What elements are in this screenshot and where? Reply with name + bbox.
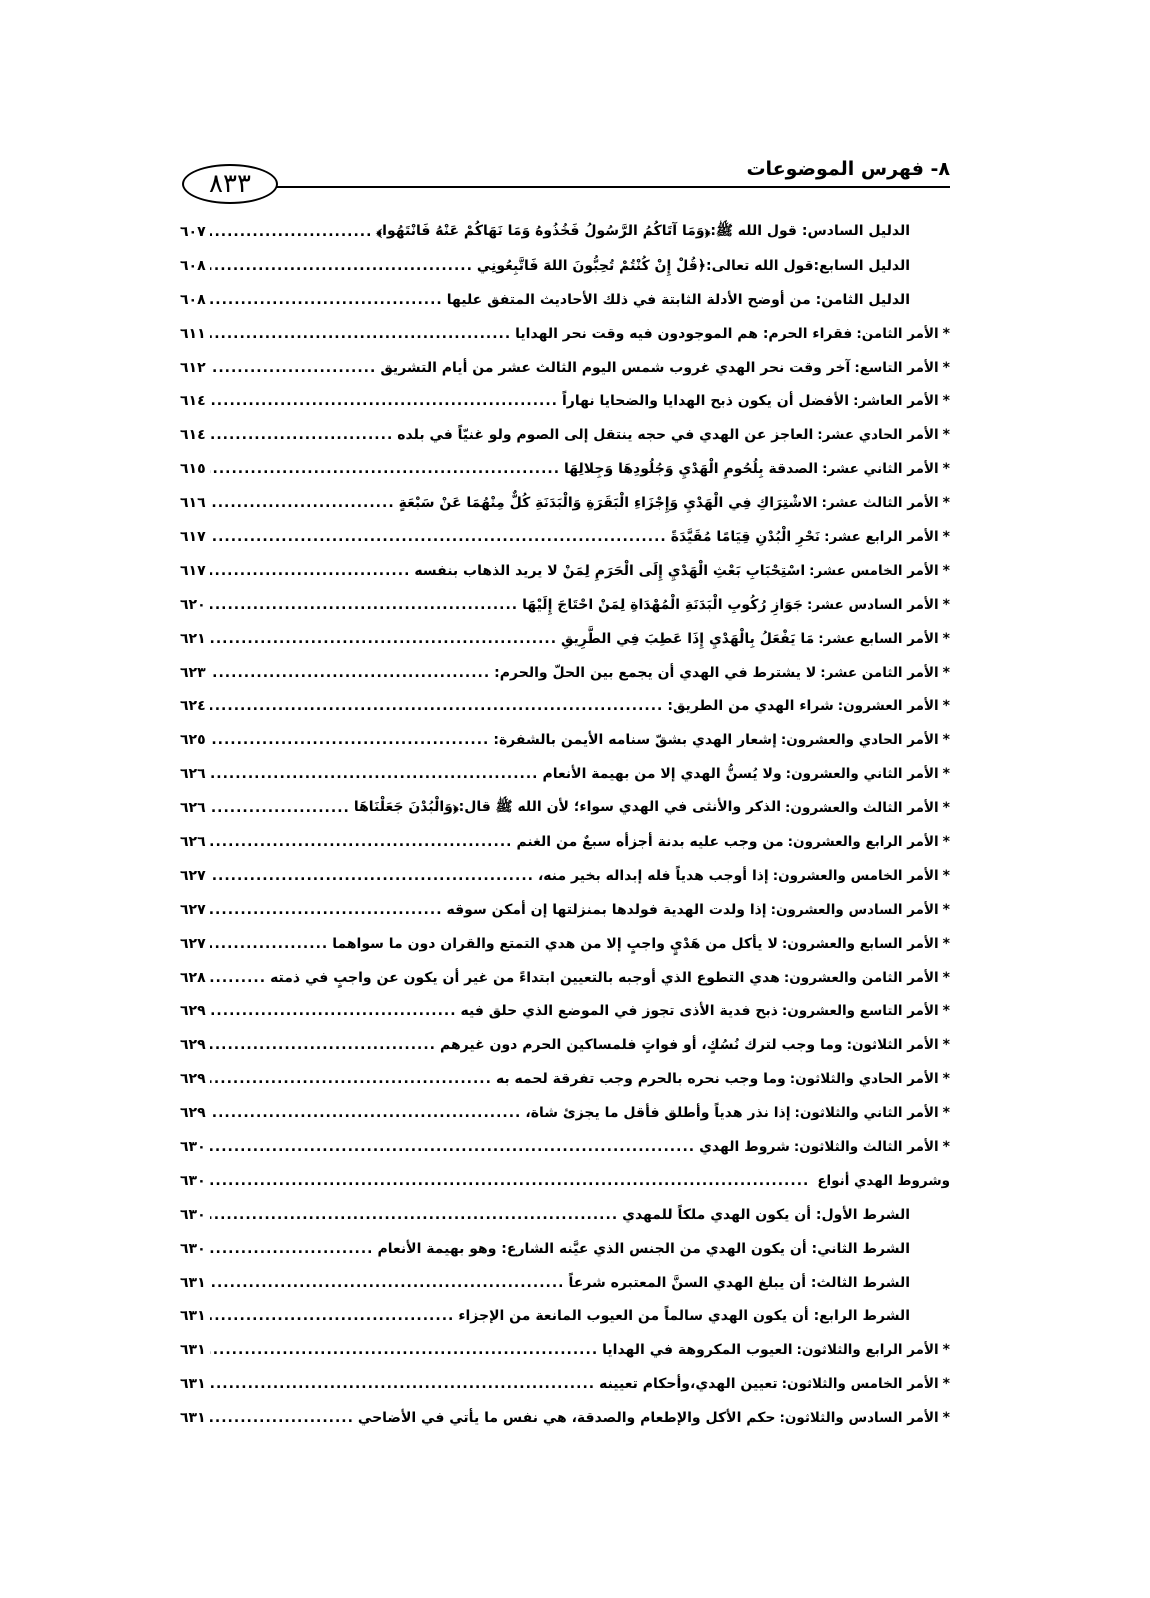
toc-entry-label: * الأمر الثامن والعشرون: [783,969,939,986]
toc-entry-page: ٦١٧ [180,562,206,579]
page-header [182,158,950,206]
toc-entry-text: الشرط الثالث: أن يبلغ الهدي السنَّ المعتبره شرعاً [568,1274,910,1291]
toc-entry [180,622,950,656]
toc-entry-text: الشرط الأول: أن يكون الهدي ملكاً للمهدي [622,1206,910,1223]
toc-entry-text: إذا ولدت الهدية فولدها بمنزلتها إن أمكن سوقه [446,901,767,918]
dot-leader [210,868,534,884]
toc-entry [180,689,950,723]
toc-entry-label: * الأمر الثلاثون: [846,1037,939,1054]
toc-entry-text: هدي التطوع الذي أوجبه بالتعيين ابتداءً من غير أن يكون عن واجبٍ في ذمته [270,969,780,986]
toc-entry-page: ٦٢٦ [180,800,206,817]
dot-leader [210,800,350,816]
toc-entry-page: ٦٢١ [180,630,206,647]
toc-entry-text: وما وجب لترك نُسُكٍ، أو فواتٍ فلمساكين الحرم دون غيرهم [439,1037,843,1054]
toc-entry-text: إشعار الهدي بشقّ سنامه الأيمن بالشفرة: [493,732,777,749]
dot-leader [210,461,560,477]
toc-entry-label: * الأمر الثالث والعشرون: [785,800,939,817]
toc-entry-text: ذبح فدية الأذى تجوز في الموضع الذي حلق فيه [460,1003,778,1020]
toc-entry [180,1266,950,1300]
toc-entry-page: ٦٢٧ [180,867,206,884]
toc-entry [180,452,950,486]
toc-entry-label: * الأمر الثامن: [856,325,939,342]
dot-leader [210,902,443,918]
toc-entry-page: ٦٣١ [180,1342,206,1359]
dot-leader [210,597,518,613]
toc-entry-page: ٦٢٣ [180,664,206,681]
toc-entry-label: * الأمر السادس عشر: [807,596,939,613]
toc-entry-label: * الأمر الخامس عشر: [809,562,939,579]
toc-entry-text: الشرط الثاني: أن يكون الهدي من الجنس الذي عيَّنه الشارع: وهو بهيمة الأنعام [377,1240,910,1257]
dot-leader [210,1308,455,1324]
toc-entry [180,1401,950,1435]
dot-leader [210,698,664,714]
toc-entry-label: * الأمر السادس والعشرون: [770,901,939,918]
toc-entry-label: * الأمر الثاني عشر: [822,461,939,478]
dot-leader [210,427,394,443]
toc-entry-label: * الأمر الحادي والعشرون: [780,732,939,749]
header-rule [250,186,950,188]
dot-leader [210,258,473,274]
dot-leader [210,936,329,952]
toc-entry-text: الشرط الرابع: أن يكون الهدي سالماً من العيوب المانعة من الإجزاء [458,1308,910,1325]
toc-entry-label: * الأمر الثامن عشر: [820,664,939,681]
toc-entry [180,215,950,249]
toc-entry-label: * الأمر الرابع والثلاثون: [796,1342,939,1359]
toc-entry-text: لا يشترط في الهدي أن يجمع بين الحلّ والحرم: [494,664,817,681]
toc-entry-text: فقراء الحرم: هم الموجودون فيه وقت نحر الهدايا [515,325,853,342]
toc-entry-page: ٦٢٨ [180,969,206,986]
dot-leader [210,665,491,681]
toc-entry-text: شراء الهدي من الطريق: [667,698,834,715]
toc-entry-label: * الأمر السابع عشر: [818,630,939,647]
toc-entry [180,418,950,452]
toc-entry-text: الدليل الثامن: من أوضح الأدلة الثابتة في ذلك الأحاديث المتفق عليها [446,291,910,308]
toc-entry-text: العيوب المكروهة في الهدايا [602,1342,793,1359]
toc-entry-text: الدليل السادس: قول الله ﷺ:﴿وَمَا آتَاكُمُ الرَّسُولُ فَخُذُوهُ وَمَا نَهَاكُمْ عَنْهُ فَانْتَهُوا﴾ [376,222,910,239]
toc-entry-page: ٦١٧ [180,528,206,545]
toc-entry-text: الأفضل أن يكون ذبح الهدايا والضحايا نهاراً [562,393,850,410]
toc-entry [180,1164,950,1198]
toc-entry-text: حكم الأكل والإطعام والصدقة، هي نفس ما يأتي في الأضاحي [357,1410,776,1427]
toc-entry-label: * الأمر السابع والعشرون: [781,935,939,952]
toc-entry [180,283,950,317]
toc-entry-text: الدليل السابع:قول الله تعالى:﴿قُلْ إِنْ كُنْتُمْ تُحِبُّونَ اللهَ فَاتَّبِعُونِي [476,257,910,274]
toc-entry-page: ٦٢٧ [180,935,206,952]
toc-entry [180,1367,950,1401]
toc-entry-page: ٦٢٠ [180,596,206,613]
dot-leader [210,292,443,308]
toc-entry-label: وشروط الهدي أنواع [817,1172,950,1189]
dot-leader [210,1105,522,1121]
dot-leader [210,1410,354,1426]
toc-entry-label: * الأمر الحادي والثلاثون: [789,1071,939,1088]
toc-entry-page: ٦٢٩ [180,1037,206,1054]
toc-entry [180,1198,950,1232]
toc-entry [180,486,950,520]
toc-entry-text: نَحْرِ الْبُدْنِ قِيَامًا مُقَيَّدَةً [670,528,821,545]
toc-entry-page: ٦٣٠ [180,1172,206,1189]
toc-entry-page: ٦٢٩ [180,1003,206,1020]
toc-entry [180,317,950,351]
toc-entry [180,656,950,690]
toc-entry-text: العاجز عن الهدي في حجه ينتقل إلى الصوم ولو غنيّاً في بلده [397,427,814,444]
toc-entry [180,757,950,791]
dot-leader [210,1376,595,1392]
toc-entry [180,1062,950,1096]
toc-entry-label: * الأمر التاسع والعشرون: [781,1003,939,1020]
toc-entry-page: ٦٠٧ [180,223,206,240]
toc-entry-text: الصدقة بِلُحُومِ الْهَدْيِ وَجُلُودِهَا وَجِلالِهَا [564,461,819,478]
section-title: ٨- فهرس الموضوعات [746,158,950,180]
toc-entry-text: من وجب عليه بدنة أجزأه سبعٌ من الغنم [516,833,784,850]
toc-entry [180,1028,950,1062]
dot-leader [210,360,377,376]
toc-entry-label: * الأمر الثاني والعشرون: [785,766,939,783]
toc-entry [180,384,950,418]
page-number-badge [182,164,278,204]
toc-entry [180,927,950,961]
dot-leader [210,1071,492,1087]
dot-leader [210,1139,695,1155]
dot-leader [210,732,490,748]
toc-entry [180,588,950,622]
toc-entry-page: ٦١١ [180,325,206,342]
toc-entry-text: آخر وقت نحر الهدي غروب شمس اليوم الثالث عشر من أيام التشريق [380,359,851,376]
dot-leader [210,1275,565,1291]
toc-entry-label: * الأمر الثالث والثلاثون: [793,1138,939,1155]
dot-leader [210,1207,619,1223]
toc-entry-label: * الأمر الثالث عشر: [821,495,939,512]
dot-leader [210,1037,436,1053]
toc-entry-page: ٦١٢ [180,359,206,376]
dot-leader [210,224,373,240]
toc-entry-page: ٦٣١ [180,1308,206,1325]
toc-entry-page: ٦٣٠ [180,1206,206,1223]
toc-entry [180,825,950,859]
dot-leader [210,631,557,647]
toc-entry-text: تعيين الهدي،وأحكام تعيينه [599,1376,778,1393]
toc-entry-text: جَوَازِ رُكُوبِ الْبَدَنَةِ الْمُهْدَاةِ لِمَنْ احْتَاجَ إِلَيْهَا [522,596,804,613]
toc-entry-text: لا يأكل من هَدْيٍ واجبٍ إلا من هدي التمتع والقران دون ما سواهما [332,935,778,952]
toc-entry-page: ٦٢٩ [180,1071,206,1088]
toc-entry [180,961,950,995]
toc-entry-page: ٦٣١ [180,1410,206,1427]
toc-entry-page: ٦١٦ [180,495,206,512]
toc-entry [180,1300,950,1334]
toc-entry [180,859,950,893]
toc-entry-label: * الأمر التاسع: [854,359,939,376]
toc-entry-label: * الأمر الخامس والثلاثون: [781,1376,939,1393]
dot-leader [210,766,539,782]
toc-entry-text: إذا أوجب هدياً فله إبداله بخير منه، [537,867,769,884]
toc-entry-page: ٦٢٦ [180,766,206,783]
toc-entry [180,351,950,385]
toc-entry-label: * الأمر الرابع عشر: [824,528,939,545]
dot-leader [210,834,513,850]
toc-entry [180,791,950,825]
toc-entry [180,893,950,927]
toc-entry-label: * الأمر العشرون: [837,698,939,715]
toc-entry-text: الاشْتِرَاكِ فِي الْهَدْيِ وَإِجْزَاءِ الْبَقَرَةِ وَالْبَدَنَةِ كُلٌّ مِنْهُمَا عَنْ سَبْعَةٍ [398,495,818,512]
toc-entry-text: الذكر والأنثى في الهدي سواء؛ لأن الله ﷺ قال:﴿وَالْبُدْنَ جَعَلْنَاهَا [353,799,782,816]
toc-entry [180,1232,950,1266]
dot-leader [210,563,411,579]
toc-entry-label: * الأمر العاشر: [853,393,939,410]
toc-entry-text: وما وجب نحره بالحرم وجب تفرقة لحمه به [495,1071,786,1088]
toc-entry-page: ٦٣٠ [180,1138,206,1155]
toc-entry-text: شروط الهدي [699,1138,790,1155]
toc-entry [180,249,950,283]
dot-leader [210,1342,599,1358]
toc-entry-text: مَا يَفْعَلُ بِالْهَدْيِ إِذَا عَطِبَ فِي الطَّرِيقِ [561,630,815,647]
toc-entry-page: ٦٢٩ [180,1105,206,1122]
toc-entry-label: * الأمر الحادي عشر: [817,427,939,444]
toc-entry [180,723,950,757]
toc-entry-page: ٦٣٠ [180,1240,206,1257]
toc-entry-page: ٦١٤ [180,393,206,410]
toc-entry-page: ٦١٤ [180,427,206,444]
page-number: ٨٣٣ [209,169,251,199]
toc-entry-label: * الأمر الخامس والعشرون: [772,867,939,884]
dot-leader [210,326,512,342]
toc-entry-page: ٦٢٧ [180,901,206,918]
toc-entry-label: * الأمر السادس والثلاثون: [779,1410,939,1427]
dot-leader [210,495,395,511]
toc-entry-page: ٦٣١ [180,1274,206,1291]
dot-leader [210,970,266,986]
toc-entry [180,1130,950,1164]
toc-entry-page: ٦٢٤ [180,698,206,715]
toc-entry [180,1333,950,1367]
toc-entry-label: * الأمر الرابع والعشرون: [787,833,939,850]
toc-entry-page: ٦٣١ [180,1376,206,1393]
toc-entry-text: ولا يُسنُّ الهدي إلا من بهيمة الأنعام [542,766,782,783]
toc-entry [180,554,950,588]
toc-entry [180,520,950,554]
toc-entry-page: ٦٠٨ [180,291,206,308]
table-of-contents [180,215,950,1435]
dot-leader [210,1003,457,1019]
toc-entry-page: ٦٢٥ [180,732,206,749]
toc-entry-page: ٦٢٦ [180,833,206,850]
toc-entry-text: إذا نذر هدياً وأطلق فأقل ما يجزئ شاة، [525,1105,791,1122]
toc-entry-page: ٦٠٨ [180,257,206,274]
dot-leader [210,1241,374,1257]
toc-entry-text: اسْتِحْبَابِ بَعْثِ الْهَدْيِ إِلَى الْحَرَمِ لِمَنْ لا يريد الذهاب بنفسه [414,562,806,579]
dot-leader [210,1173,810,1189]
toc-entry-page: ٦١٥ [180,461,206,478]
toc-entry-label: * الأمر الثاني والثلاثون: [794,1105,939,1122]
dot-leader [210,393,558,409]
dot-leader [210,529,667,545]
toc-entry [180,1096,950,1130]
toc-entry [180,994,950,1028]
